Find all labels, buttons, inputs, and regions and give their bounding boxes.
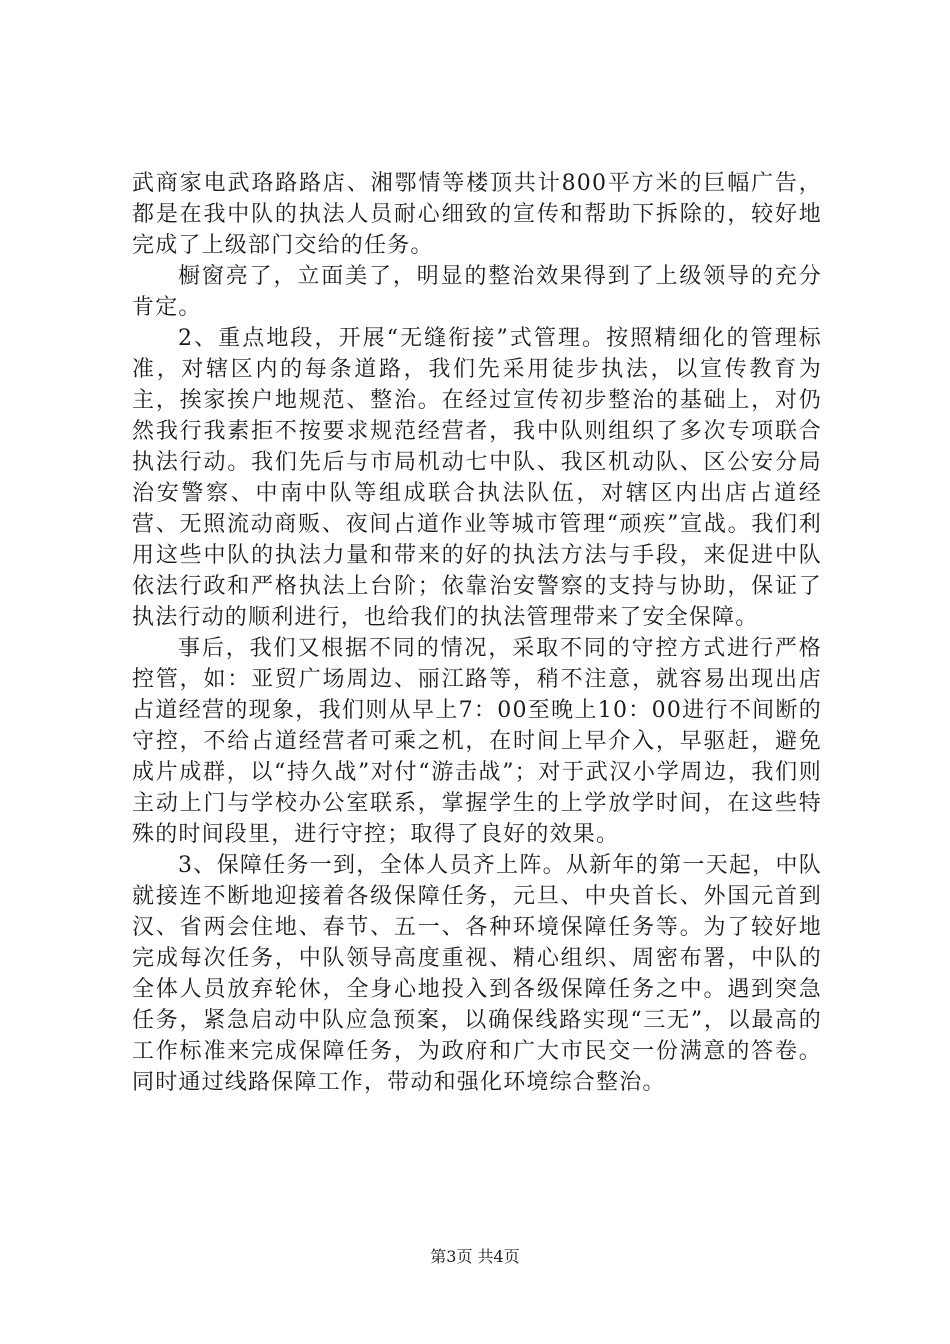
paragraph-2: 橱窗亮了，立面美了，明显的整治效果得到了上级领导的充分肯定。	[132, 264, 822, 320]
paragraph-3: 2、重点地段，开展“无缝衔接”式管理。按照精细化的管理标准，对辖区内的每条道路，我们先采用徒步执法，以宣传教育为主，挨家挨户地规范、整治。在经过宣传初步整治的基础上，对仍然我行我素拒不按要求规范经营者，我中队则组织了多次专项联合执法行动。我们先后与市局机动七中队、我区机动队、区公安分局治安警察、中南中队等组成联合执法队伍，对辖区内出店占道经营、无照流动商贩、夜间占道作业等城市管理“顽疾”宣战。我们利用这些中队的执法力量和带来的好的执法方法与手段，来促进中队依法行政和严格执法上台阶；依靠治安警察的支持与协助，保证了执法行动的顺利进行，也给我们的执法管理带来了安全保障。	[132, 326, 822, 630]
document-body	[132, 168, 822, 1098]
page-footer: 第3页 共4页	[430, 1247, 520, 1266]
paragraph-1: 武商家电武珞路路店、湘鄂情等楼顶共计800平方米的巨幅广告，都是在我中队的执法人员耐心细致的宣传和帮助下拆除的，较好地完成了上级部门交给的任务。	[132, 171, 822, 258]
paragraph-4: 事后，我们又根据不同的情况，采取不同的守控方式进行严格控管，如：亚贸广场周边、丽江路等，稍不注意，就容易出现出店占道经营的现象，我们则从早上7：00至晚上10：00进行不间断的守控，不给占道经营者可乘之机，在时间上早介入，早驱赶，避免成片成群，以“持久战”对付“游击战”；对于武汉小学周边，我们则主动上门与学校办公室联系，掌握学生的上学放学时间，在这些特殊的时间段里，进行守控；取得了良好的效果。	[132, 636, 822, 847]
paragraph-5: 3、保障任务一到，全体人员齐上阵。从新年的第一天起，中队就接连不断地迎接着各级保障任务，元旦、中央首长、外国元首到汉、省两会住地、春节、五一、各种环境保障任务等。为了较好地完成每次任务，中队领导高度重视、精心组织、周密布署，中队的全体人员放弃轮休，全身心地投入到各级保障任务之中。遇到突急任务，紧急启动中队应急预案，以确保线路实现“三无”，以最高的工作标准来完成保障任务，为政府和广大市民交一份满意的答卷。同时通过线路保障工作，带动和强化环境综合整治。	[132, 853, 822, 1095]
